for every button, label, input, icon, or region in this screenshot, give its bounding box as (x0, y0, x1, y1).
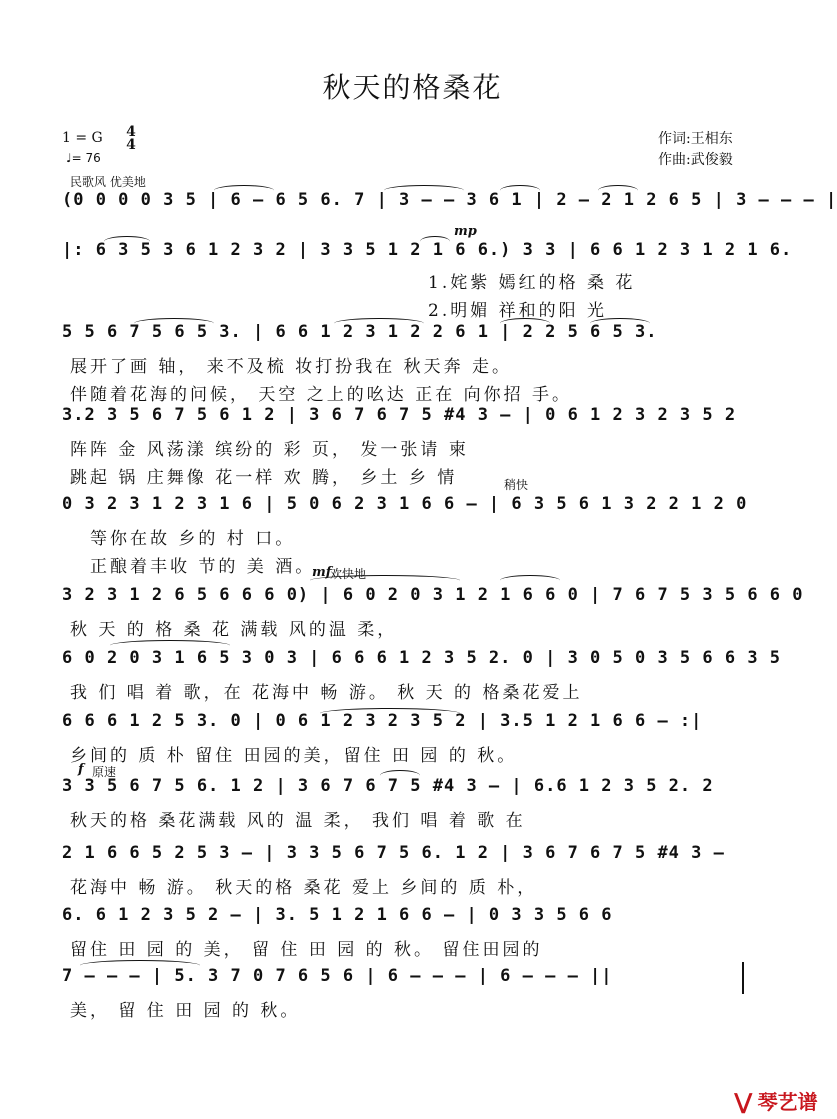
slur-mark (598, 185, 638, 196)
notation-line: 7 – – – | 5. 3 7 0 7 6 5 6 | 6 – – – | 6 – – – || (62, 966, 613, 986)
lyric-line: 花海中 畅 游。 秋天的格 桑花 爱上 乡间的 质 朴， (70, 878, 538, 898)
slur-mark (80, 960, 200, 971)
time-signature: 4 4 (126, 124, 136, 153)
notation-line: 3 3 5 6 7 5 6. 1 2 | 3 6 7 6 7 5 #4 3 – | 6.6 1 2 3 5 2. 2 (62, 776, 714, 796)
watermark-text: 琴艺谱 (757, 1090, 818, 1114)
slur-mark (384, 185, 464, 196)
dynamic-mf: mf (312, 565, 332, 580)
lyric-line: 乡间的 质 朴 留住 田园的美，留住 田 园 的 秋。 (70, 746, 518, 766)
lyric-line: 秋天的格 桑花满载 风的 温 柔， 我们 唱 着 歌 在 (70, 811, 526, 831)
slur-mark (110, 640, 230, 651)
watermark-logo (734, 1086, 818, 1115)
tempo-marking: ♩= 76 (66, 151, 101, 165)
notation-line: (0 0 0 0 3 5 | 6 – 6 5 6. 7 | 3 – – 3 6 1 | 2 – 2 1 2 6 5 | 3 – – – | (62, 190, 837, 210)
style-marking: 民歌风 优美地 (70, 175, 146, 189)
slur-mark (500, 318, 550, 329)
lyric-line: 展开了画 轴， 来不及梳 妆打扮我在 秋天奔 走。 (70, 357, 513, 377)
lyric-line: 2.明媚 祥和的阳 光 (428, 301, 608, 321)
lyric-line: 阵阵 金 风荡漾 缤纷的 彩 页， 发一张请 柬 (70, 440, 469, 460)
lyric-line: 伴随着花海的问候， 天空 之上的吆达 正在 向你招 手。 (70, 385, 573, 405)
composer-credit: 作曲:武俊毅 (658, 152, 733, 168)
slur-mark (104, 236, 150, 247)
lyric-line: 1.姹紫 嫣红的格 桑 花 (428, 273, 636, 293)
slur-mark (320, 708, 460, 719)
lyric-line: 留住 田 园 的 美， 留 住 田 园 的 秋。 留住田园的 (70, 940, 543, 960)
logo-mark-icon: ⋁ (734, 1090, 753, 1115)
notation-line: |: 6 3 5 3 6 1 2 3 2 | 3 3 5 1 2 1 6 6.) 3 3 | 6 6 1 2 3 1 2 1 6. (62, 240, 793, 260)
key-signature: 1 = G (62, 130, 103, 146)
notation-line: 6 0 2 0 3 1 6 5 3 0 3 | 6 6 6 1 2 3 5 2. 0 | 3 0 5 0 3 5 6 6 3 5 (62, 648, 782, 668)
lyric-line: 等你在故 乡的 村 口。 (90, 529, 296, 549)
song-title: 秋天的格桑花 (322, 71, 503, 104)
notation-line: 5 5 6 7 5 6 5 3. | 6 6 1 2 3 1 2 2 6 1 | 2 2 5 6 5 3. (62, 322, 658, 342)
notation-line: 6. 6 1 2 3 5 2 – | 3. 5 1 2 1 6 6 – | 0 3 3 5 6 6 (62, 905, 613, 925)
notation-line: 3.2 3 5 6 7 5 6 1 2 | 3 6 7 6 7 5 #4 3 – | 0 6 1 2 3 2 3 5 2 (62, 405, 737, 425)
slur-mark (590, 318, 650, 329)
tempo-change-faster: 稍快 (504, 478, 529, 492)
expression-lively: 欢快地 (330, 567, 367, 581)
slur-mark (134, 318, 214, 329)
slur-mark (420, 236, 450, 247)
tempo-change-original: 原速 (92, 765, 117, 779)
lyric-line: 正酿着丰收 节的 美 酒。 (90, 557, 316, 577)
notation-line: 0 3 2 3 1 2 3 1 6 | 5 0 6 2 3 1 6 6 – | 6 3 5 6 1 3 2 2 1 2 0 (62, 494, 748, 514)
slur-mark (214, 185, 274, 196)
slur-mark (334, 318, 424, 329)
lyric-line: 秋 天 的 格 桑 花 满载 风的温 柔， (70, 620, 398, 640)
lyric-line: 我 们 唱 着 歌，在 花海中 畅 游。 秋 天 的 格桑花爱上 (70, 683, 583, 703)
lyric-line: 跳起 锅 庄舞像 花一样 欢 腾， 乡土 乡 情 (70, 468, 458, 488)
notation-line: 2 1 6 6 5 2 5 3 – | 3 3 5 6 7 5 6. 1 2 | 3 6 7 6 7 5 #4 3 – (62, 843, 725, 863)
dynamic-mp: mp (454, 224, 477, 239)
slur-mark (500, 185, 540, 196)
slur-mark (310, 575, 460, 586)
dynamic-f: f (78, 762, 84, 777)
slur-mark (500, 575, 560, 586)
lyric-line: 美， 留 住 田 园 的 秋。 (70, 1001, 301, 1021)
notation-line: 3 2 3 1 2 6 5 6 6 6 0) | 6 0 2 0 3 1 2 1 6 6 0 | 7 6 7 5 3 5 6 6 0 (62, 585, 804, 605)
notation-line: 6 6 6 1 2 5 3. 0 | 0 6 1 2 3 2 3 5 2 | 3.5 1 2 1 6 6 – :| (62, 711, 703, 731)
lyricist-credit: 作词:王相东 (658, 131, 733, 147)
final-barline (742, 962, 744, 994)
slur-mark (380, 770, 420, 781)
